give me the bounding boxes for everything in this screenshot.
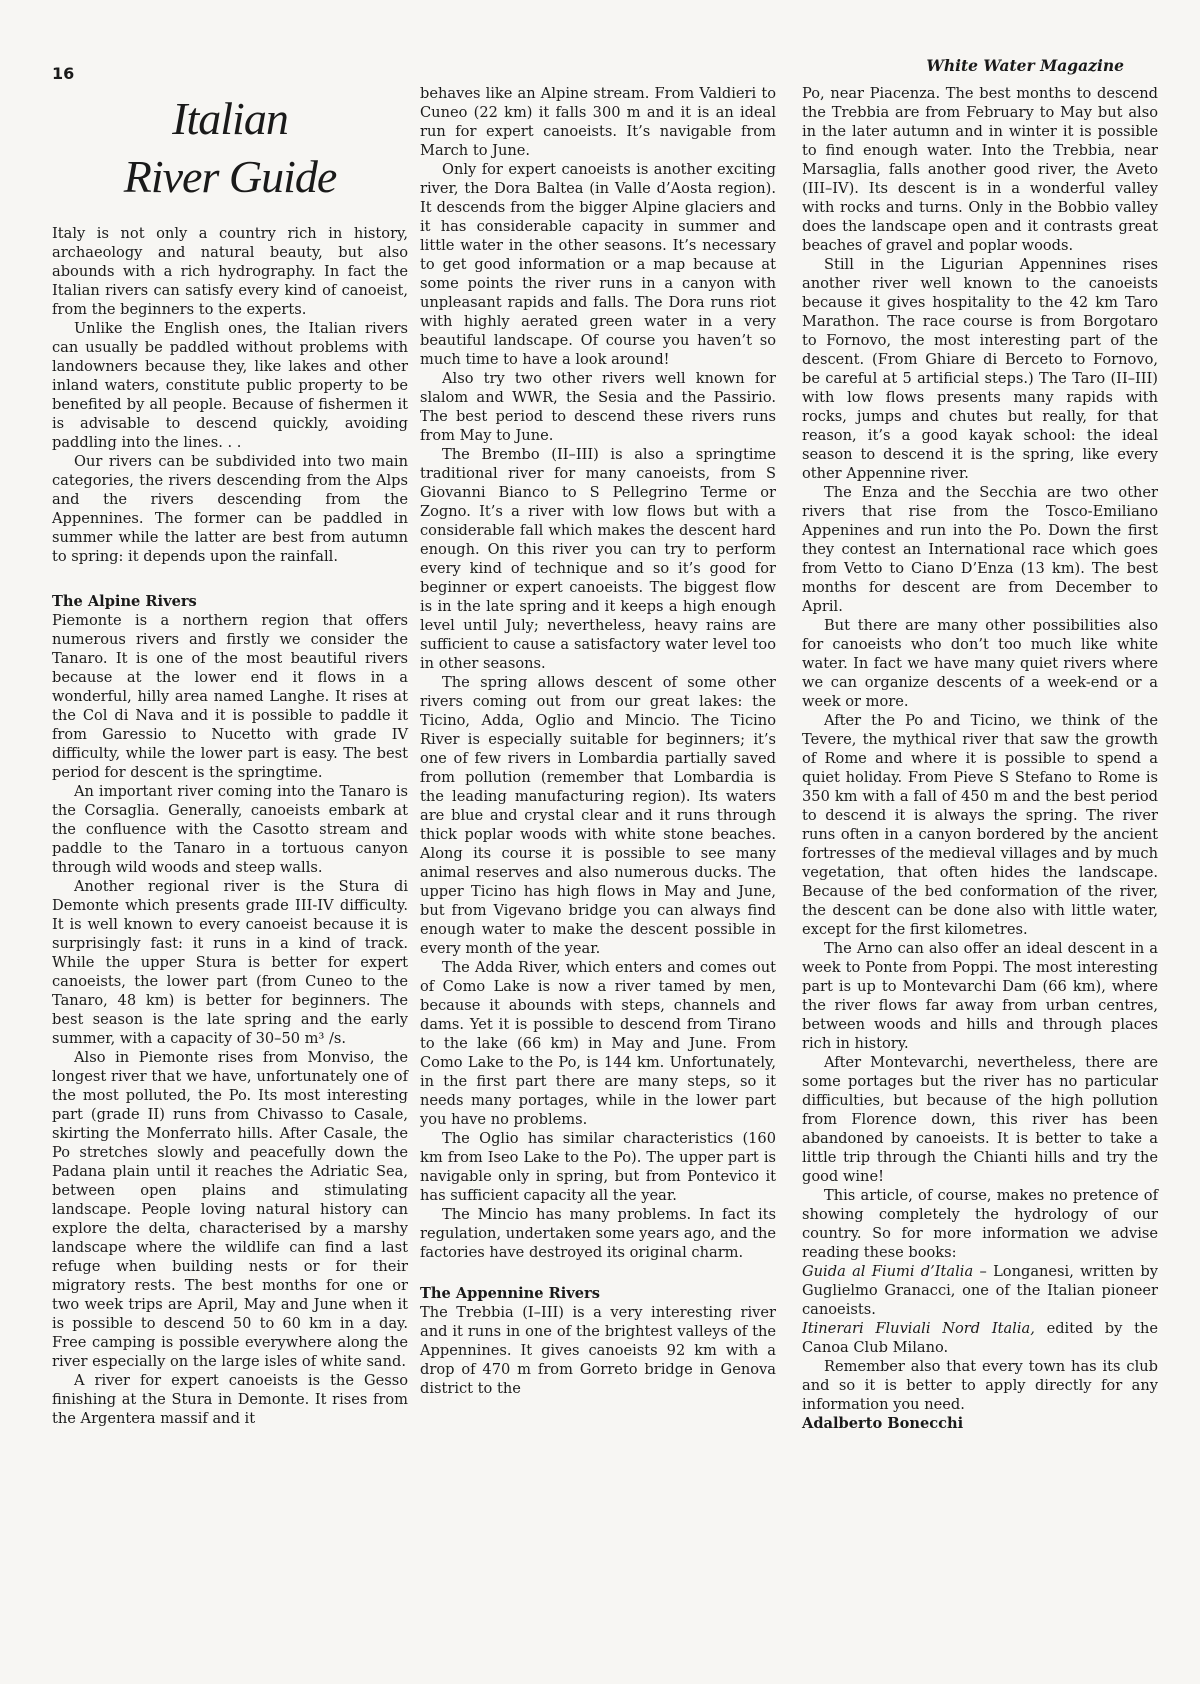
body-paragraph: The Enza and the Secchia are two other rivers that rise from the Tosco-Emiliano Appenines and run into the Po. Down the first they contest an International race which goes from Vetto to Ciano D’Enza (13 km). The best months for descent are from December to April.: [802, 484, 1158, 615]
body-paragraph: The spring allows descent of some other rivers coming out from our great lakes: the Ticino, Adda, Oglio and Mincio. The Ticino River is especially suitable for beginners; it’s one of few rivers in Lombardia partially saved from pollution (remember that Lombardia is the leading manufacturing region). Its waters are blue and crystal clear and it runs through thick poplar woods with white stone beaches. Along its course it is possible to see many animal reserves and also numerous ducks. The upper Ticino has high flows in May and June, but from Vigevano bridge you can always find enough water to make the descent possible in every month of the year.: [420, 674, 776, 957]
body-paragraph: But there are many other possibilities also for canoeists who don’t too much like white water. In fact we have many quiet rivers where we can organize descents of a week-end or a week or more.: [802, 617, 1158, 710]
book-title: Guida al Fiumi d’Italia: [802, 1263, 974, 1280]
body-paragraph: Another regional river is the Stura di Demonte which presents grade III-IV difficulty. It is well known to every canoeist because it is surprisingly fast: it runs in a kind of track. While the upper Stura is better for expert canoeists, the lower part (from Cuneo to the Tanaro, 48 km) is better for beginners. The best season is the late spring and the early summer, with a capacity of 30–50 m³ /s.: [52, 878, 408, 1047]
body-paragraph: Still in the Ligurian Appennines rises another river well known to the canoeists because it gives hospitality to the 42 km Taro Marathon. The race course is from Borgotaro to Fornovo, the most interesting part of the descent. (From Ghiare di Berceto to Fornovo, be careful at 5 artificial steps.) The Taro (II–III) with low flows presents many rapids with rocks, jumps and chutes but really, for that reason, it’s a good kayak school: the ideal season to descend it is the spring, like every other Appennine river.: [802, 256, 1158, 482]
body-paragraph: Only for expert canoeists is another exciting river, the Dora Baltea (in Valle d’Aosta region). It descends from the bigger Alpine glaciers and it has considerable capacity in summer and little water in the other seasons. It’s necessary to get good information or a map because at some points the river runs in a canyon with unpleasant rapids and falls. The Dora runs riot with highly aerated green water in a very beautiful landscape. Of course you haven’t so much time to have a look around!: [420, 161, 776, 368]
body-paragraph: After Montevarchi, nevertheless, there are some portages but the river has no particular difficulties, but because of the high pollution from Florence down, this river has been abandoned by canoeists. It is better to take a little trip through the Chianti hills and try the good wine!: [802, 1054, 1158, 1185]
body-paragraph: The Arno can also offer an ideal descent in a week to Ponte from Poppi. The most interesting part is up to Montevarchi Dam (66 km), where the river flows far away from urban centres, between woods and hills and through places rich in history.: [802, 940, 1158, 1052]
body-paragraph: Po, near Piacenza. The best months to descend the Trebbia are from February to May but also in the later autumn and in winter it is possible to find enough water. Into the Trebbia, near Marsaglia, falls another good river, the Aveto (III–IV). Its descent is in a wonderful valley with rocks and turns. Only in the Bobbio valley does the landscape open and it contrasts great beaches of gravel and poplar woods.: [802, 85, 1158, 254]
section-heading-appennine: The Appennine Rivers: [420, 1285, 600, 1302]
section-heading-alpine: The Alpine Rivers: [52, 593, 197, 610]
body-paragraph: After the Po and Ticino, we think of the Tevere, the mythical river that saw the growth of Rome and where it is possible to spend a quiet holiday. From Pieve S Stefano to Rome is 350 km with a fall of 450 m and the best period to descend it is always the spring. The river runs often in a canyon bordered by the ancient fortresses of the medieval villages and by much vegetation, that often hides the landscape. Because of the bed conformation of the river, the descent can be done also with little water, except for the first kilometres.: [802, 712, 1158, 938]
book-reference: [802, 1319, 1158, 1357]
body-paragraph: behaves like an Alpine stream. From Valdieri to Cuneo (22 km) it falls 300 m and it is an ideal run for expert canoeists. It’s navigable from March to June.: [420, 85, 776, 159]
body-paragraph: Remember also that every town has its club and so it is better to apply directly for any information you need.: [802, 1358, 1158, 1413]
book-reference: [802, 1262, 1158, 1319]
book-title: Itinerari Fluviali Nord Italia,: [802, 1320, 1035, 1337]
page-number: 16: [52, 64, 75, 83]
body-paragraph: The Adda River, which enters and comes out of Como Lake is now a river tamed by men, because it abounds with steps, channels and dams. Yet it is possible to descend from Tirano to the lake (66 km) in May and June. From Como Lake to the Po, is 144 km. Unfortunately, in the first part there are many steps, so it needs many portages, while in the lower part you have no problems.: [420, 959, 776, 1128]
author-byline: Adalberto Bonecchi: [802, 1415, 964, 1432]
intro-paragraph: Unlike the English ones, the Italian rivers can usually be paddled without problems with landowners because they, like lakes and other inland waters, constitute public property to be benefited by all people. Because of fishermen it is advisable to descend quickly, avoiding paddling into the lines. . .: [52, 320, 408, 451]
body-paragraph: The Brembo (II–III) is also a springtime traditional river for many canoeists, from S Giovanni Bianco to S Pellegrino Terme or Zogno. It’s a river with low flows but with a considerable fall which makes the descent hard enough. On this river you can try to perform every kind of technique and so it’s good for beginner or expert canoeists. The biggest flow is in the late spring and it keeps a high enough level until July; nevertheless, heavy rains are sufficient to cause a satisfactory water level too in other seasons.: [420, 446, 776, 672]
column-2: [420, 84, 776, 1398]
body-paragraph: The Oglio has similar characteristics (160 km from Iseo Lake to the Po). The upper part is navigable only in spring, but from Pontevico it has sufficient capacity all the year.: [420, 1130, 776, 1204]
book-details: edited by the Canoa Club Milano.: [802, 1320, 1158, 1356]
magazine-name: White Water Magazine: [926, 56, 1124, 75]
book-details: – Longanesi, written by Guglielmo Granacci, one of the Italian pioneer canoeists.: [802, 1263, 1158, 1318]
title-line-1: Italian: [172, 93, 288, 144]
body-paragraph: The Trebbia (I–III) is a very interesting river and it runs in one of the brightest valleys of the Appennines. It gives canoeists 92 km with a drop of 470 m from Gorreto bridge in Genova district to the: [420, 1304, 776, 1397]
body-paragraph: Also in Piemonte rises from Monviso, the longest river that we have, unfortunately one of the most polluted, the Po. Its most interesting part (grade II) runs from Chivasso to Casale, skirting the Monferrato hills. After Casale, the Po stretches slowly and peacefully down the Padana plain until it reaches the Adriatic Sea, between open plains and stimulating landscape. People loving natural history can explore the delta, characterised by a marshy landscape where the wildlife can find a last refuge when building nests or for their migratory rests. The best months for one or two week trips are April, May and June when it is possible to descend 50 to 60 km in a day. Free camping is possible everywhere along the river especially on the large isles of white sand.: [52, 1049, 408, 1370]
intro-paragraph: Our rivers can be subdivided into two main categories, the rivers descending from the Alps and the rivers descending from the Appennines. The former can be paddled in summer while the latter are best from autumn to spring: it depends upon the rainfall.: [52, 453, 408, 565]
body-paragraph: This article, of course, makes no pretence of showing completely the hydrology of our country. So for more information we advise reading these books:: [802, 1187, 1158, 1261]
intro-paragraph: Italy is not only a country rich in history, archaeology and natural beauty, but also abounds with a rich hydrography. In fact the Italian rivers can satisfy every kind of canoeist, from the beginners to the experts.: [52, 225, 408, 318]
body-paragraph: Piemonte is a northern region that offers numerous rivers and firstly we consider the Tanaro. It is one of the most beautiful rivers because at the lower end it flows in a wonderful, hilly area named Langhe. It rises at the Col di Nava and it is possible to paddle it from Garessio to Nucetto with grade IV difficulty, while the lower part is easy. The best period for descent is the springtime.: [52, 612, 408, 781]
column-1: [52, 90, 408, 1428]
column-3: [802, 84, 1158, 1433]
article-title: [52, 90, 408, 206]
body-paragraph: Also try two other rivers well known for slalom and WWR, the Sesia and the Passirio. The best period to descend these rivers runs from May to June.: [420, 370, 776, 444]
body-paragraph: The Mincio has many problems. In fact its regulation, undertaken some years ago, and the factories have destroyed its original charm.: [420, 1206, 776, 1261]
body-paragraph: A river for expert canoeists is the Gesso finishing at the Stura in Demonte. It rises from the Argentera massif and it: [52, 1372, 408, 1427]
title-line-2: River Guide: [123, 151, 337, 202]
body-paragraph: An important river coming into the Tanaro is the Corsaglia. Generally, canoeists embark at the confluence with the Casotto stream and paddle to the Tanaro in a tortuous canyon through wild woods and steep walls.: [52, 783, 408, 876]
